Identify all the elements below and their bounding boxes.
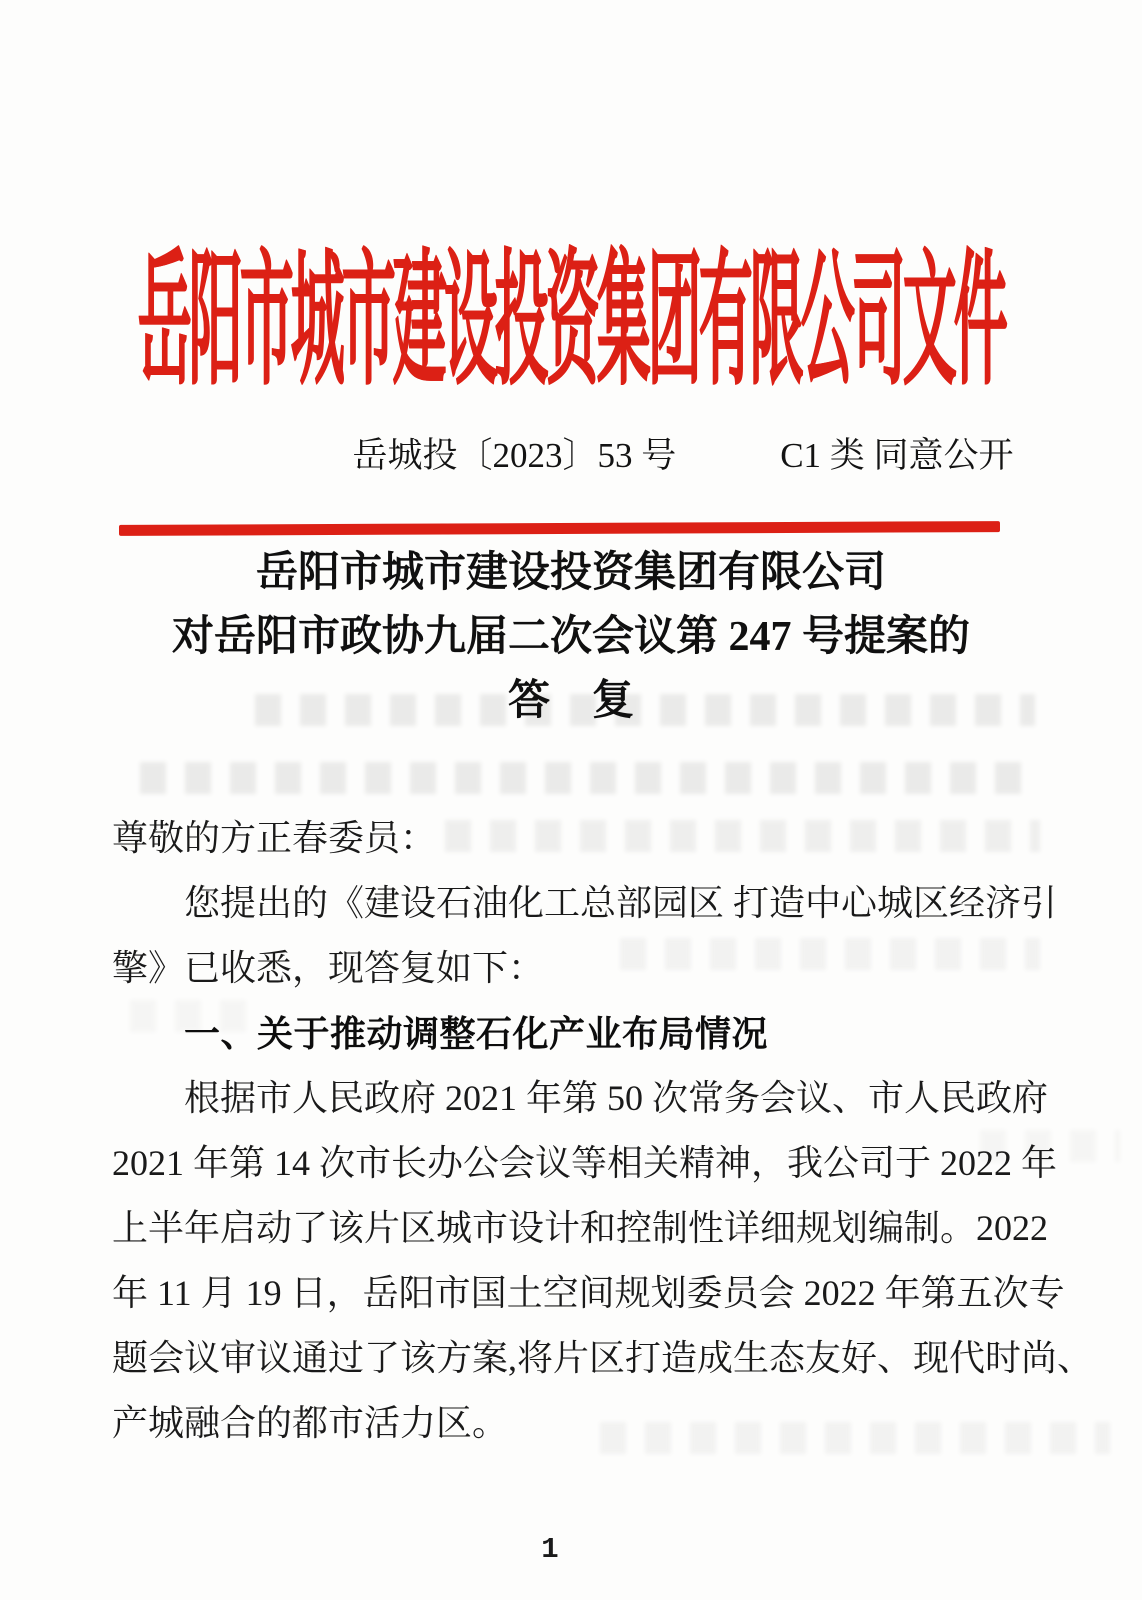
document-title-line1: 岳阳市城市建设投资集团有限公司 bbox=[255, 550, 886, 596]
document-number: 岳城投〔2023〕53 号 bbox=[352, 436, 677, 475]
document-meta-row bbox=[112, 428, 1142, 478]
red-divider-line bbox=[119, 521, 1000, 536]
body-line: 年 11 月 19 日，岳阳市国土空间规划委员会 2022 年第五次专 bbox=[112, 1273, 1065, 1313]
body-line: 根据市人民政府 2021 年第 50 次常务会议、市人民政府 bbox=[184, 1078, 1049, 1118]
bleedthrough-artifact bbox=[140, 762, 1040, 794]
document-title bbox=[0, 541, 1142, 733]
document-title-line2: 对岳阳市政协九届二次会议第 247 号提案的 bbox=[171, 614, 970, 660]
letterhead-banner: 岳阳市城市建设投资集团有限公司文件 bbox=[137, 240, 1005, 404]
body-line: 题会议审议通过了该方案,将片区打造成生态友好、现代时尚、 bbox=[112, 1338, 1094, 1378]
document-title-line3: 答 复 bbox=[507, 678, 634, 724]
body-line: 擎》已收悉，现答复如下： bbox=[112, 948, 545, 988]
classification-label: C1 类 同意公开 bbox=[780, 436, 1014, 475]
document-body bbox=[112, 806, 1094, 1456]
body-line: 产城融合的都市活力区。 bbox=[112, 1403, 509, 1443]
body-line: 您提出的《建设石油化工总部园区 打造中心城区经济引 bbox=[184, 883, 1058, 923]
body-line: 2021 年第 14 次市长办公会议等相关精神，我公司于 2022 年 bbox=[112, 1143, 1058, 1183]
page-number: 1 bbox=[541, 1533, 559, 1566]
body-line: 上半年启动了该片区城市设计和控制性详细规划编制。2022 bbox=[112, 1208, 1049, 1248]
salutation-line: 尊敬的方正春委员： bbox=[112, 818, 437, 858]
section-heading: 一、关于推动调整石化产业布局情况 bbox=[184, 1013, 769, 1054]
